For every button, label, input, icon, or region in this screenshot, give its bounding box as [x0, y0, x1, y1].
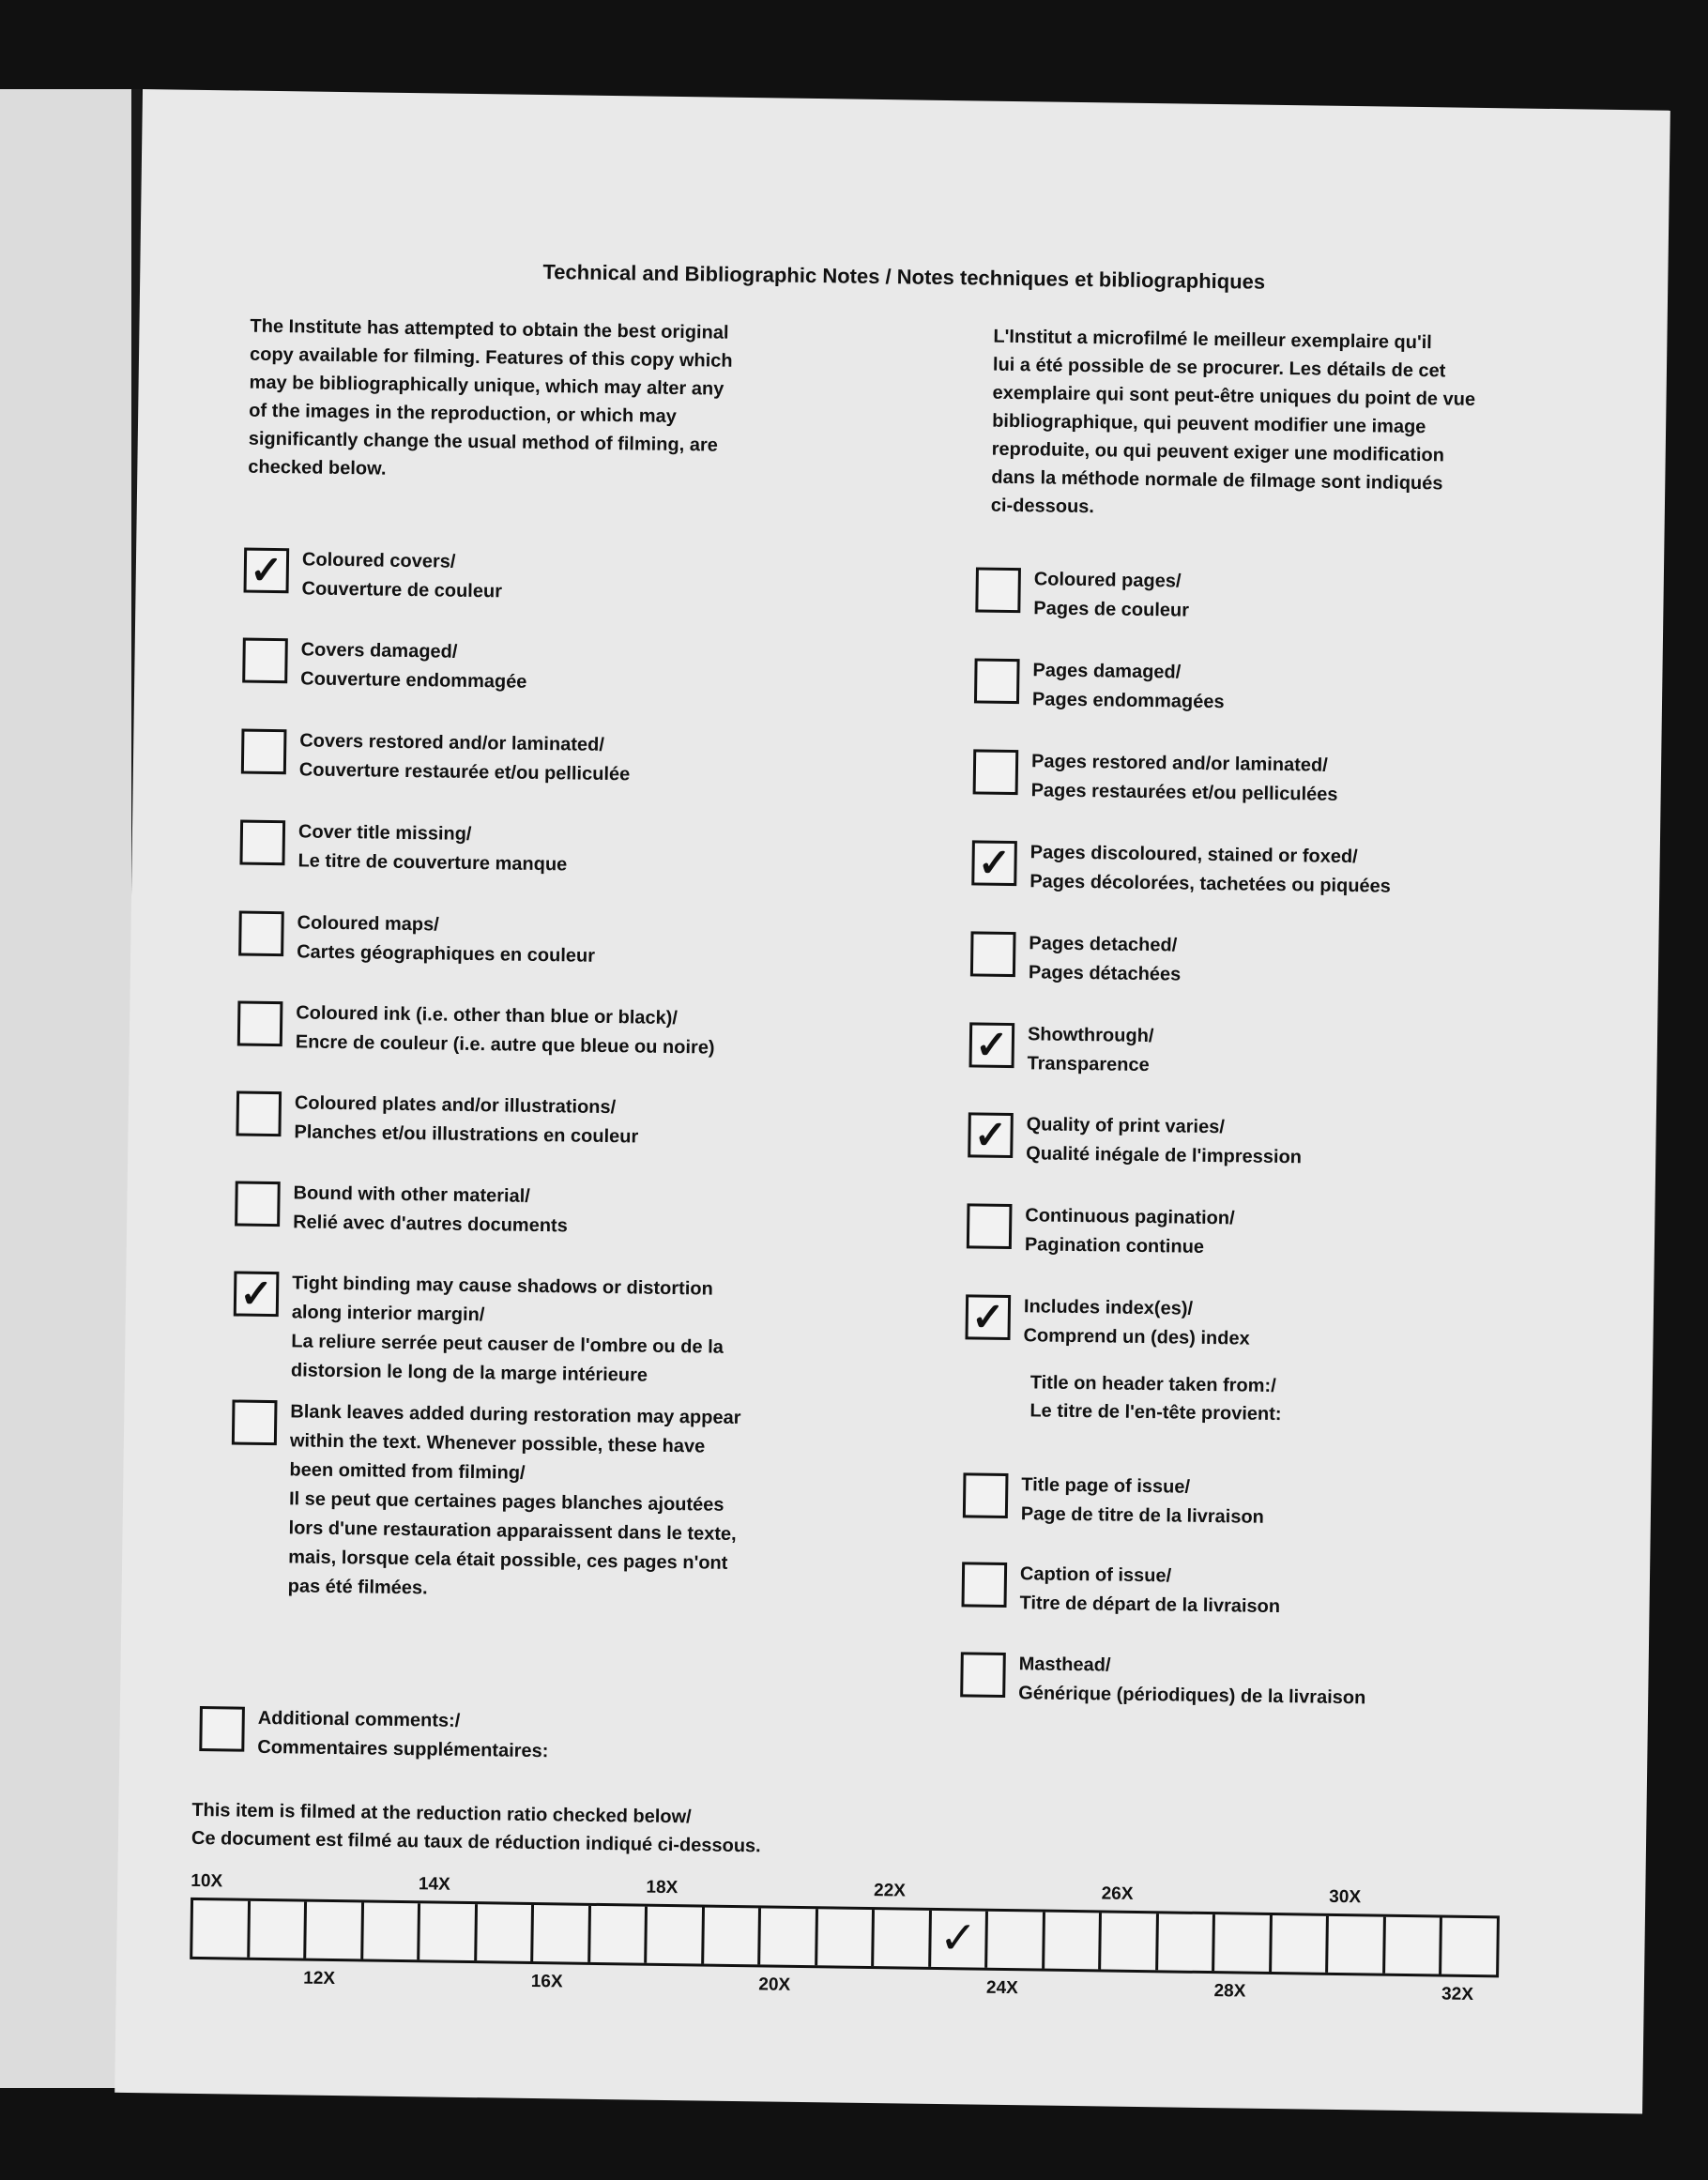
ratio-label-top: 14X [418, 1874, 450, 1895]
checklist-item [961, 1562, 1280, 1622]
text-line: bibliographique, qui peuvent modifier une image [991, 410, 1426, 438]
check-mark-icon: ✓ [970, 1294, 1005, 1339]
text-line: Masthead/ [1018, 1654, 1111, 1676]
ratio-label-bottom: 12X [303, 1968, 336, 1989]
text-line: Coloured pages/ [1033, 569, 1182, 592]
checkbox[interactable] [967, 1203, 1013, 1249]
text-line: Couverture de couleur [301, 578, 503, 602]
checkbox[interactable] [234, 1271, 280, 1317]
text-line: Cartes géographiques en couleur [297, 941, 596, 967]
checkbox[interactable] [232, 1399, 278, 1445]
checkbox[interactable] [199, 1706, 245, 1752]
text-line: The Institute has attempted to obtain the best original [250, 315, 729, 343]
checklist-item [972, 749, 1338, 809]
checkbox[interactable] [962, 1562, 1008, 1608]
checkbox[interactable] [238, 911, 284, 957]
text-line: Showthrough/ [1027, 1024, 1154, 1047]
ratio-label-bottom: 20X [758, 1974, 791, 1995]
text-line: Encre de couleur (i.e. autre que bleue ou noire) [295, 1031, 715, 1059]
checklist-label [1029, 838, 1391, 901]
intro-french [991, 323, 1476, 526]
checklist-label [1032, 656, 1225, 717]
ratio-cell[interactable] [704, 1908, 761, 1965]
ratio-cell[interactable] [250, 1901, 307, 1959]
ratio-label-bottom: 32X [1441, 1984, 1474, 2005]
checklist-item [967, 1203, 1235, 1262]
checkbox[interactable] [237, 1001, 283, 1047]
text-line: Titre de départ de la livraison [1019, 1593, 1281, 1618]
checkbox[interactable] [236, 1091, 282, 1137]
text-line: Commentaires supplémentaires: [257, 1736, 549, 1762]
text-line: Le titre de couverture manque [297, 850, 568, 876]
checkbox[interactable] [963, 1472, 1009, 1518]
checklist-label [1030, 747, 1338, 810]
ratio-label-top: 10X [191, 1870, 223, 1892]
text-line: checked below. [248, 456, 387, 480]
text-line: Bound with other material/ [293, 1182, 530, 1207]
text-line: Pages discoloured, stained or foxed/ [1029, 842, 1358, 868]
checkbox[interactable] [244, 548, 290, 594]
ratio-label-top: 26X [1101, 1883, 1134, 1904]
checklist-item [199, 1706, 549, 1766]
checklist-label [1019, 1560, 1280, 1622]
checklist-label [1029, 929, 1182, 989]
checkbox[interactable] [965, 1294, 1011, 1340]
ratio-cell[interactable] [931, 1911, 988, 1968]
text-line: Blank leaves added during restoration may appear [290, 1401, 741, 1429]
ratio-cell[interactable] [419, 1903, 477, 1960]
checkbox[interactable] [968, 1112, 1014, 1158]
checklist-item [243, 548, 502, 607]
checklist-item [239, 820, 568, 880]
text-line: La reliure serrée peut causer de l'ombre ou de la [291, 1331, 724, 1358]
checkbox[interactable] [241, 729, 287, 775]
checklist-item [236, 1091, 639, 1152]
text-line: Continuous pagination/ [1025, 1205, 1235, 1229]
reduction-ratio-scale [190, 1898, 1500, 1977]
text-line: Pages de couleur [1033, 598, 1190, 621]
text-line: Includes index(es)/ [1023, 1296, 1194, 1319]
text-line: Ce document est filmé au taux de réduction indiqué ci-dessous. [191, 1827, 761, 1857]
ratio-cell[interactable] [1045, 1913, 1102, 1970]
text-line: dans la méthode normale de filmage sont indiqués [991, 466, 1443, 495]
notes-page [114, 89, 1670, 2114]
checklist-label [1021, 1471, 1265, 1532]
text-line: within the text. Whenever possible, these have [289, 1430, 706, 1457]
ratio-cell[interactable] [477, 1904, 534, 1961]
ratio-cell[interactable] [647, 1907, 704, 1964]
text-line: Coloured ink (i.e. other than blue or black)/ [296, 1002, 679, 1029]
text-line: Il se peut que certaines pages blanches ajoutées [288, 1488, 724, 1516]
text-line: copy available for filming. Features of this copy which [249, 343, 733, 372]
text-line: been omitted from filming/ [289, 1459, 526, 1484]
checklist-label [297, 908, 596, 970]
ratio-cell[interactable] [1214, 1914, 1272, 1972]
text-line: pas été filmées. [287, 1576, 428, 1599]
text-line: Couverture restaurée et/ou pelliculée [298, 759, 631, 785]
checklist-item [968, 1022, 1153, 1080]
checklist-label [1023, 1292, 1250, 1353]
text-line: ci-dessous. [990, 495, 1095, 518]
checklist-label [297, 817, 568, 879]
checklist-label [1033, 565, 1189, 625]
text-line: distorsion le long de la marge intérieure [290, 1360, 648, 1386]
checkbox[interactable] [242, 638, 288, 684]
checkbox[interactable] [971, 840, 1017, 886]
ratio-cell[interactable] [1101, 1913, 1158, 1970]
header-note [1029, 1368, 1282, 1428]
ratio-cell[interactable] [874, 1910, 931, 1967]
text-line: Pages detached/ [1029, 933, 1178, 956]
text-line: Tight binding may cause shadows or distortion [292, 1273, 713, 1300]
checklist-item [975, 567, 1189, 625]
text-line: Caption of issue/ [1019, 1563, 1172, 1587]
text-line: lui a été possible de se procurer. Les détails de cet [992, 354, 1446, 382]
checklist-label [288, 1397, 741, 1608]
ratio-label-bottom: 16X [530, 1971, 563, 1992]
checklist-item [238, 911, 596, 971]
checkbox[interactable] [974, 658, 1020, 704]
check-mark-icon: ✓ [239, 1271, 274, 1317]
checkbox[interactable] [970, 931, 1016, 977]
checklist-item [233, 1271, 724, 1391]
ratio-cell[interactable] [1385, 1917, 1442, 1974]
checklist-item [974, 658, 1225, 717]
checkbox[interactable] [960, 1652, 1006, 1698]
text-line: reproduite, ou qui peuvent exiger une modification [991, 438, 1445, 466]
text-line: Covers damaged/ [300, 639, 458, 663]
checklist-item [960, 1652, 1366, 1713]
ratio-label-top: 30X [1329, 1886, 1362, 1908]
text-line: Covers restored and/or laminated/ [299, 730, 604, 755]
text-line: Coloured maps/ [297, 912, 439, 936]
ratio-cell[interactable] [533, 1905, 590, 1962]
checklist-label [1025, 1201, 1235, 1262]
check-mark-icon: ✓ [973, 1112, 1008, 1157]
text-line: Le titre de l'en-tête provient: [1029, 1400, 1282, 1425]
ratio-cell[interactable] [1328, 1916, 1385, 1974]
ratio-cell[interactable] [306, 1902, 363, 1959]
check-mark-icon: ✓ [249, 547, 283, 593]
text-line: Pages restaurées et/ou pelliculées [1030, 780, 1338, 805]
checkbox[interactable] [975, 567, 1021, 613]
text-line: Quality of print varies/ [1026, 1114, 1225, 1138]
ratio-cell[interactable] [590, 1906, 648, 1963]
checklist-label [293, 1179, 568, 1241]
checkbox[interactable] [969, 1022, 1015, 1068]
ratio-cell[interactable] [192, 1900, 250, 1958]
text-line: Title page of issue/ [1021, 1474, 1191, 1498]
text-line: Additional comments:/ [257, 1707, 461, 1731]
text-line: Page de titre de la livraison [1020, 1503, 1265, 1528]
checklist-label [301, 545, 502, 606]
ratio-cell[interactable] [1272, 1915, 1329, 1973]
text-line: Title on header taken from:/ [1029, 1372, 1276, 1396]
check-mark-icon: ✓ [977, 840, 1012, 885]
checklist-label [1026, 1110, 1303, 1172]
text-line: This item is filmed at the reduction ratio checked below/ [191, 1799, 692, 1828]
text-line: of the images in the reproduction, or which may [249, 400, 677, 427]
ratio-label-bottom: 28X [1213, 1981, 1246, 2002]
checkbox[interactable] [239, 820, 285, 866]
text-line: L'Institut a microfilmé le meilleur exemplaire qu'il [993, 326, 1432, 354]
text-line: exemplaire qui sont peut-être uniques du point de vue [992, 382, 1476, 410]
checklist-label [291, 1269, 724, 1391]
checklist-item [965, 1294, 1250, 1353]
check-mark-icon: ✓ [974, 1022, 1009, 1067]
ratio-cell[interactable] [760, 1908, 817, 1965]
text-line: Pages détachées [1028, 962, 1182, 985]
checkbox[interactable] [235, 1181, 281, 1227]
text-line: significantly change the usual method of filming, are [248, 428, 718, 456]
text-line: Pages restored and/or laminated/ [1030, 751, 1328, 776]
ratio-cell[interactable] [987, 1912, 1045, 1969]
text-line: Coloured covers/ [301, 549, 456, 572]
checklist-label [1018, 1650, 1366, 1713]
checklist-label [296, 999, 716, 1062]
text-line: Pagination continue [1024, 1234, 1205, 1258]
ratio-label-top: 18X [646, 1877, 679, 1898]
text-line: Pages damaged/ [1032, 660, 1182, 683]
checklist-item [970, 931, 1182, 989]
text-line: Comprend un (des) index [1023, 1325, 1250, 1349]
checklist-label [1027, 1020, 1153, 1080]
checklist-item [241, 729, 631, 790]
text-line: Coloured plates and/or illustrations/ [294, 1092, 617, 1119]
checklist-label [294, 1089, 639, 1151]
text-line: may be bibliographically unique, which may alter any [249, 372, 724, 400]
page-title: Technical and Bibliographic Notes / Notes techniques et bibliographiques [542, 259, 1266, 294]
ratio-label-bottom: 24X [985, 1977, 1018, 1999]
ratio-label-top: 22X [873, 1881, 907, 1901]
text-line: Pages décolorées, tachetées ou piquées [1029, 871, 1392, 897]
text-line: Planches et/ou illustrations en couleur [294, 1121, 639, 1148]
checkbox[interactable] [973, 749, 1019, 795]
text-line: lors d'une restauration apparaissent dans le texte, [288, 1517, 737, 1545]
text-line: Pages endommagées [1031, 689, 1225, 713]
text-line: mais, lorsque cela était possible, ces pages n'ont [288, 1547, 728, 1574]
text-line: Qualité inégale de l'impression [1026, 1143, 1303, 1168]
ratio-cell[interactable] [1441, 1918, 1496, 1975]
text-line: Générique (périodiques) de la livraison [1018, 1683, 1366, 1709]
checklist-item [963, 1472, 1265, 1532]
ratio-cell[interactable] [817, 1909, 875, 1966]
text-line: Cover title missing/ [297, 821, 472, 845]
checklist-item [235, 1181, 568, 1241]
checklist-label [257, 1704, 549, 1766]
intro-english [248, 313, 733, 488]
text-line: Couverture endommagée [300, 668, 527, 693]
checklist-item [242, 638, 527, 697]
text-line: Transparence [1027, 1053, 1150, 1076]
check-mark-icon: ✓ [938, 1913, 978, 1964]
checklist-item [968, 1112, 1303, 1172]
text-line: Relié avec d'autres documents [293, 1212, 568, 1237]
ratio-cell[interactable] [363, 1902, 420, 1959]
checklist-item [237, 1001, 716, 1063]
checklist-item [971, 840, 1391, 901]
checklist-label [299, 726, 631, 789]
checklist-item [230, 1399, 741, 1608]
reduction-statement [191, 1796, 762, 1860]
ratio-cell[interactable] [1158, 1913, 1215, 1971]
text-line: along interior margin/ [291, 1302, 485, 1326]
checklist-label [300, 635, 527, 696]
